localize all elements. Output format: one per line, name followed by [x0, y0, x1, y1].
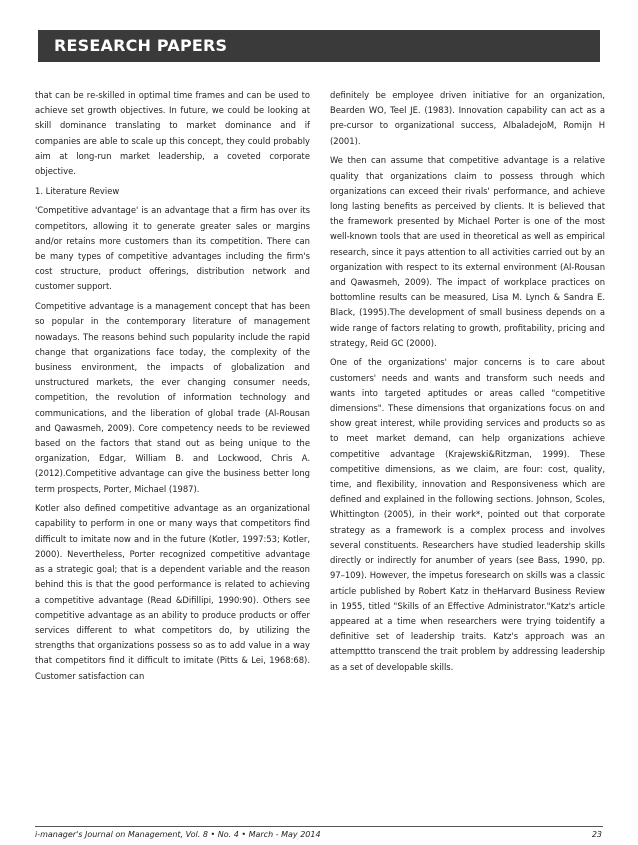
paragraph: definitely be employee driven initiative for an organization, Bearden WO, Teel JE. (1983). Innovation capability can act as a pre-cursor to organizational success, AlbaladejoM, Romijn H (2001).	[330, 90, 605, 146]
right-column	[330, 88, 605, 679]
paragraph: We then can assume that competitive advantage is a relative quality that organizations claim to possess through which organizations can exceed their rivals' performance, and achieve long lasting benefits as perceived by clients. It is believed that the framework presented by Michael Porter is one of the most well-known tools that are used in theoretical as well as empirical research, since it pays attention to all activities carried out by an organization with respect to its external environment (Al-Rousan and Qawasmeh, 2009). The impact of workplace practices on bottomline results can be measured, Lisa M. Lynch & Sandra E. Black, (1995).The development of small business depends on a wide range of factors relating to growth, profitability, pricing and strategy, Reid GC (2000).	[330, 155, 605, 348]
footer-journal-citation: i-manager's Journal on Management, Vol. 8 • No. 4 • March - May 2014	[35, 830, 321, 839]
page-number: 23	[591, 830, 602, 839]
paragraph: 'Competitive advantage' is an advantage that a firm has over its competitors, allowing it to generate greater sales or margins and/or retains more customers than its competition. There can be many types of competitive advantages including the firm's cost structure, product offerings, distribution network and customer support.	[35, 205, 310, 292]
paragraph: that can be re-skilled in optimal time frames and can be used to achieve set growth objectives. In future, we could be looking at skill dominance translating to market dominance and if companies are able to scale up this concept, they could probably aim at long-run market leadership, a coveted corporate objective.	[35, 90, 310, 177]
footer-divider	[35, 826, 603, 827]
paragraph: One of the organizations' major concerns is to care about customers' needs and wants and transform such needs and wants into targeted aptitudes or areas called "competitive dimensions". These dimensions that organizations focus on and show great interest, while providing services and products so as to meet market demand, can help organizations achieve competitive advantage (Krajewski&Ritzman, 1999). These competitive dimensions, as we claim, are four: cost, quality, time, and flexibility, innovation and Responsiveness which are defined and explained in the following sections. Johnson, Scoles, Whittington (2005), in their work*, pointed out that corporate strategy as a framework is a complex process and involves several constituents. Researchers have studied leadership skills directly or indirectly for anumber of years (see Bass, 1990, pp. 97–109). However, the impetus foresearch on skills was a classic article published by Robert Katz in theHarvard Business Review in 1955, titled "Skills of an Effective Administrator."Katz's article appeared at a time when researchers were trying toidentify a definitive set of leadership traits. Katz's approach was an attempttto transcend the trait problem by addressing leadership as a set of developable skills.	[330, 357, 605, 672]
paragraph: Kotler also defined competitive advantage as an organizational capability to perform in one or many ways that competitors find difficult to imitate now and in the future (Kotler, 1997:53; Kotler, 2000). Nevertheless, Porter recognized competitive advantage as a strategic goal; that is a dependent variable and the reason behind this is that the good performance is related to achieving a competitive advantage (Read &Difillipi, 1990:90). Others see competitive advantage as an ability to produce products or offer services different to what competitors do, by utilizing the strengths that organizations possess so as to add value in a way that competitors find it difficult to imitate (Pitts & Lei, 1968:68). Customer satisfaction can	[35, 503, 310, 681]
paragraph: Competitive advantage is a management concept that has been so popular in the contemporary literature of management nowadays. The reasons behind such popularity include the rapid change that organizations face today, the complexity of the business environment, the impacts of globalization and unstructured markets, the ever changing consumer needs, competition, the revolution of information technology and communications, and the liberation of global trade (Al-Rousan and Qawasmeh, 2009). Core competency needs to be reviewed based on the factors that stand out as being unique to the organization, Edgar, William B. and Lockwood, Chris A. (2012).Competitive advantage can give the business better long term prospects, Porter, Michael (1987).	[35, 301, 310, 494]
section-heading: 1. Literature Review	[35, 185, 120, 196]
section-banner: RESEARCH PAPERS	[38, 30, 600, 62]
left-column	[35, 88, 310, 688]
